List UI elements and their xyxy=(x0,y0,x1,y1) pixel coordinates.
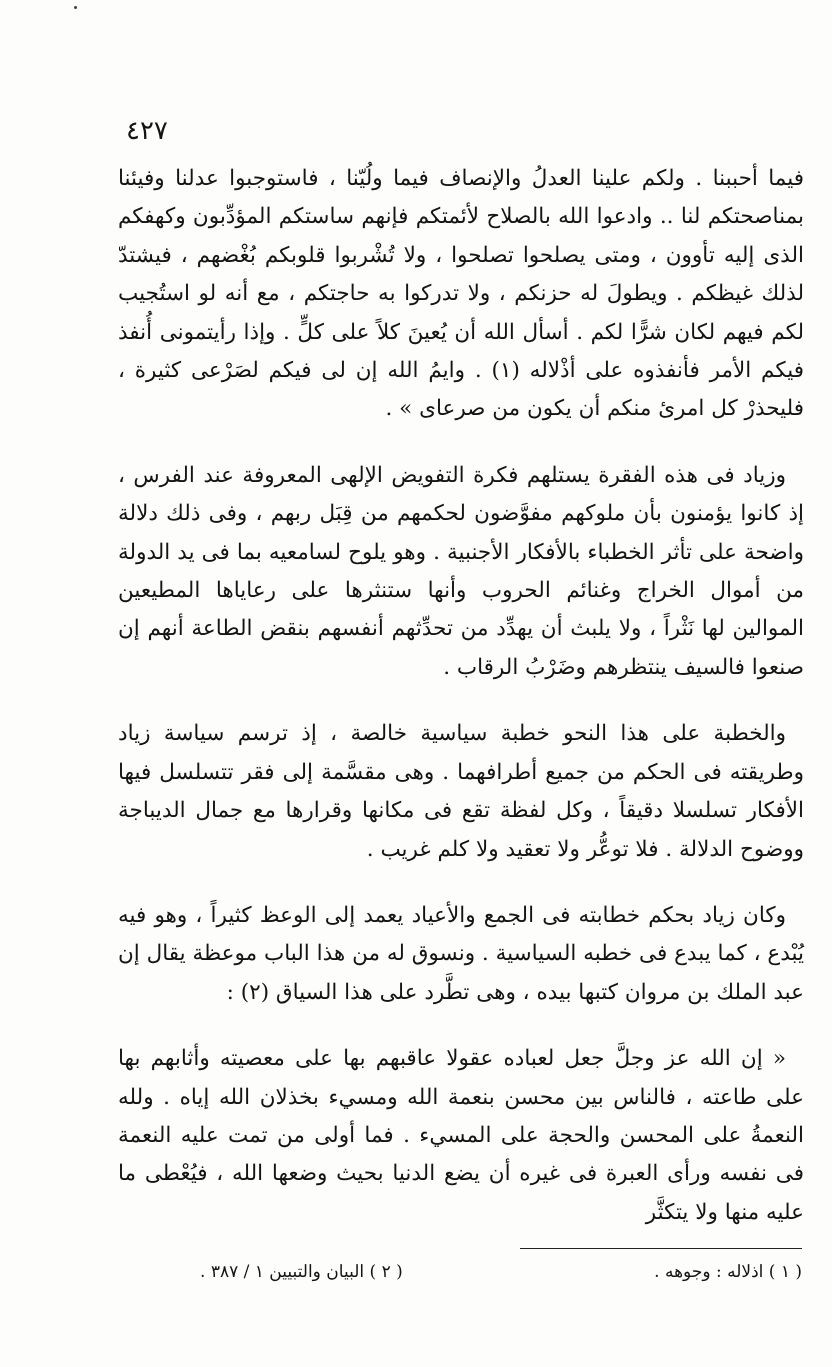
paragraph-3: والخطبة على هذا النحو خطبة سياسية خالصة ، إذ ترسم سياسة زياد وطريقته فى الحكم من جميع أطرافهما . وهى مقسَّمة إلى فقر تتسلسل فيها الأفكار تسلسلا دقيقاً ، وكل لفظة تقع فى مكانها وقرارها مع جمال الديباجة ووضوح الدلالة . فلا توعُّر ولا تعقيد ولا كلم غريب . xyxy=(118,721,804,862)
footnotes xyxy=(200,1262,802,1282)
footnote-1: ( ١ ) اذلاله : وجوهه . xyxy=(654,1262,802,1282)
paragraph-4: وكان زياد بحكم خطابته فى الجمع والأعياد يعمد إلى الوعظ كثيراً ، وهو فيه يُبْدع ، كما يبدع فى خطبه السياسية . ونسوق له من هذا الباب موعظة يقال إن عبد الملك بن مروان كتبها بيده ، وهى تطَّرد على هذا السياق (٢) : xyxy=(118,902,804,1005)
footnote-divider xyxy=(520,1248,802,1249)
paragraph-1: فيما أحببنا . ولكم علينا العدلُ والإنصاف فيما ولُيّنا ، فاستوجبوا عدلنا وفيئنا بمناصحتكم لنا .. وادعوا الله بالصلاح لأئمتكم فإنهم ساستكم المؤدِّبون وكهفكم الذى إليه تأوون ، ومتى يصلحوا تصلحوا ، ولا تُشْربوا قلوبكم بُغْضهم ، فيشتدّ لذلك غيظكم . ويطولَ له حزنكم ، ولا تدركوا به حاجتكم ، مع أنه لو استُجيب لكم فيهم لكان شرًّا لكم . أسأل الله أن يُعينَ كلاً على كلٍّ . وإذا رأيتمونى أُنفذ فيكم الأمر فأنفذوه على أذْلاله (١) . وايمُ الله إن لى فيكم لصَرْعى كثيرة ، فليحذرْ كل امرئ منكم أن يكون من صرعاى » . xyxy=(118,166,804,422)
paragraph-2: وزياد فى هذه الفقرة يستلهم فكرة التفويض الإلهى المعروفة عند الفرس ، إذ كانوا يؤمنون بأن ملوكهم مفوَّضون لحكمهم من قِبَل ربهم ، وفى ذلك دلالة واضحة على تأثر الخطباء بالأفكار الأجنبية . وهو يلوح لسامعيه بما فى يد الدولة من أموال الخراج وغنائم الحروب وأنها ستنثرها على رعاياها المطيعين الموالين لها نَثْراً ، ولا يلبث أن يهدِّد من تحدِّثهم أنفسهم بنقض الطاعة أنهم إن صنعوا فالسيف ينتظرهم وضَرْبُ الرقاب . xyxy=(118,462,804,680)
footnote-2: ( ٢ ) البيان والتبيين ١ / ٣٨٧ . xyxy=(200,1262,403,1282)
page-number: ٤٢٧ xyxy=(126,116,168,146)
body-text xyxy=(118,160,804,1232)
page-speck xyxy=(74,6,77,9)
paragraph-5: « إن الله عز وجلَّ جعل لعباده عقولا عاقبهم بها على معصيته وأثابهم بها على طاعته ، فالناس بين محسن بنعمة الله ومسيء بخذلان الله إياه . ولله النعمةُ على المحسن والحجة على المسيء . فما أولى من تمت عليه النعمة فى نفسه ورأى العبرة فى غيره أن يضع الدنيا بحيث وضعها الله ، فيُعْطى ما عليه منها ولا يتكثَّر xyxy=(118,1046,804,1225)
